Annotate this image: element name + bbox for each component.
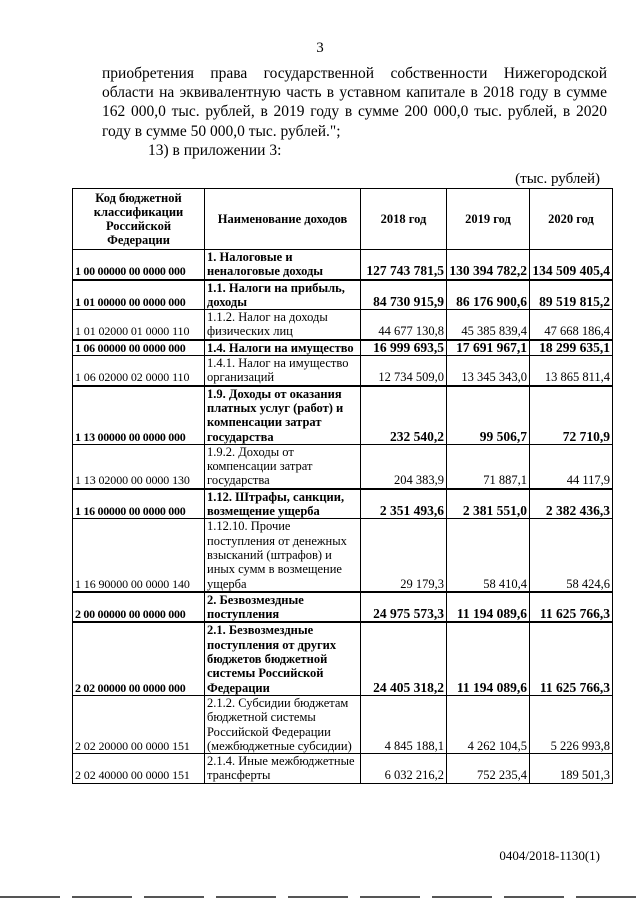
table-row [73, 695, 613, 753]
row-value-2018: 44 677 130,8 [361, 310, 447, 340]
row-value-2020: 13 865 811,4 [530, 356, 613, 386]
row-value-2018: 127 743 781,5 [361, 250, 447, 280]
row-value-2020: 11 625 766,3 [530, 622, 613, 695]
header-2018: 2018 год [361, 189, 447, 250]
table-row [73, 622, 613, 695]
row-value-2019: 71 887,1 [447, 444, 530, 488]
table-row [73, 340, 613, 356]
header-2019: 2019 год [447, 189, 530, 250]
row-value-2020: 11 625 766,3 [530, 592, 613, 623]
scan-edge-line [0, 896, 640, 898]
table-row [73, 250, 613, 280]
row-code: 2 00 00000 00 0000 000 [73, 592, 205, 623]
row-value-2018: 4 845 188,1 [361, 695, 447, 753]
table-row [73, 444, 613, 488]
row-value-2019: 11 194 089,6 [447, 592, 530, 623]
table-row [73, 310, 613, 340]
row-value-2018: 232 540,2 [361, 386, 447, 445]
row-code: 1 01 02000 01 0000 110 [73, 310, 205, 340]
row-value-2018: 24 405 318,2 [361, 622, 447, 695]
row-value-2020: 134 509 405,4 [530, 250, 613, 280]
row-name: 1. Налоговые и неналоговые доходы [205, 250, 361, 280]
paragraph-line: 162 000,0 тыс. рублей, в 2019 году в сумме 200 000,0 тыс. рублей, в 2020 [102, 103, 607, 121]
row-value-2020: 72 710,9 [530, 386, 613, 445]
row-value-2019: 752 235,4 [447, 754, 530, 784]
item-13-heading: 13) в приложении 3: [148, 142, 282, 159]
paragraph-line: году в сумме 50 000,0 тыс. рублей."; [102, 122, 341, 140]
row-value-2020: 2 382 436,3 [530, 489, 613, 519]
header-code: Код бюджетной классификации Российской Федерации [73, 189, 205, 250]
row-value-2018: 29 179,3 [361, 519, 447, 592]
row-value-2020: 18 299 635,1 [530, 340, 613, 356]
row-code: 1 16 90000 00 0000 140 [73, 519, 205, 592]
row-value-2018: 2 351 493,6 [361, 489, 447, 519]
row-code: 2 02 00000 00 0000 000 [73, 622, 205, 695]
row-name: 1.1.2. Налог на доходы физических лиц [205, 310, 361, 340]
row-value-2020: 58 424,6 [530, 519, 613, 592]
row-value-2019: 45 385 839,4 [447, 310, 530, 340]
row-code: 1 13 00000 00 0000 000 [73, 386, 205, 445]
units-label: (тыс. рублей) [515, 171, 600, 187]
table-row [73, 280, 613, 310]
row-value-2018: 16 999 693,5 [361, 340, 447, 356]
row-name: 1.4.1. Налог на имущество организаций [205, 356, 361, 386]
row-name: 1.4. Налоги на имущество [205, 340, 361, 356]
intro-paragraph [102, 64, 607, 141]
row-code: 1 16 00000 00 0000 000 [73, 489, 205, 519]
row-value-2020: 5 226 993,8 [530, 695, 613, 753]
table-row [73, 592, 613, 623]
table-row [73, 754, 613, 784]
revenue-table [72, 188, 613, 784]
row-name: 1.12.10. Прочие поступления от денежных взысканий (штрафов) и иных сумм в возмещение ущерба [205, 519, 361, 592]
page-number: 3 [316, 40, 324, 56]
row-value-2018: 12 734 509,0 [361, 356, 447, 386]
row-value-2020: 189 501,3 [530, 754, 613, 784]
table-header-row [73, 189, 613, 250]
row-value-2019: 58 410,4 [447, 519, 530, 592]
row-code: 1 13 02000 00 0000 130 [73, 444, 205, 488]
table-row [73, 356, 613, 386]
row-value-2020: 47 668 186,4 [530, 310, 613, 340]
row-code: 1 00 00000 00 0000 000 [73, 250, 205, 280]
row-value-2018: 6 032 216,2 [361, 754, 447, 784]
header-2020: 2020 год [530, 189, 613, 250]
row-name: 2.1.2. Субсидии бюджетам бюджетной системы Российской Федерации (межбюджетные субсидии) [205, 695, 361, 753]
table-row [73, 386, 613, 445]
table-row [73, 489, 613, 519]
row-name: 1.9. Доходы от оказания платных услуг (работ) и компенсации затрат государства [205, 386, 361, 445]
row-value-2018: 24 975 573,3 [361, 592, 447, 623]
row-value-2018: 204 383,9 [361, 444, 447, 488]
row-name: 1.9.2. Доходы от компенсации затрат государства [205, 444, 361, 488]
row-name: 1.12. Штрафы, санкции, возмещение ущерба [205, 489, 361, 519]
document-code: 0404/2018-1130(1) [499, 848, 600, 863]
row-value-2020: 44 117,9 [530, 444, 613, 488]
table-row [73, 519, 613, 592]
row-code: 2 02 20000 00 0000 151 [73, 695, 205, 753]
row-code: 2 02 40000 00 0000 151 [73, 754, 205, 784]
row-code: 1 01 00000 00 0000 000 [73, 280, 205, 310]
row-name: 2. Безвозмездные поступления [205, 592, 361, 623]
row-value-2019: 17 691 967,1 [447, 340, 530, 356]
row-value-2019: 11 194 089,6 [447, 622, 530, 695]
header-name: Наименование доходов [205, 189, 361, 250]
row-value-2018: 84 730 915,9 [361, 280, 447, 310]
row-value-2019: 13 345 343,0 [447, 356, 530, 386]
row-value-2020: 89 519 815,2 [530, 280, 613, 310]
paragraph-line: области на эквивалентную часть в уставном капитале в 2018 году в сумме [102, 84, 607, 102]
row-name: 1.1. Налоги на прибыль, доходы [205, 280, 361, 310]
row-value-2019: 4 262 104,5 [447, 695, 530, 753]
row-value-2019: 99 506,7 [447, 386, 530, 445]
row-value-2019: 2 381 551,0 [447, 489, 530, 519]
row-value-2019: 86 176 900,6 [447, 280, 530, 310]
row-code: 1 06 00000 00 0000 000 [73, 340, 205, 356]
row-value-2019: 130 394 782,2 [447, 250, 530, 280]
paragraph-line: приобретения права государственной собственности Нижегородской [102, 65, 607, 82]
row-name: 2.1. Безвозмездные поступления от других бюджетов бюджетной системы Российской Федерации [205, 622, 361, 695]
row-code: 1 06 02000 02 0000 110 [73, 356, 205, 386]
row-name: 2.1.4. Иные межбюджетные трансферты [205, 754, 361, 784]
